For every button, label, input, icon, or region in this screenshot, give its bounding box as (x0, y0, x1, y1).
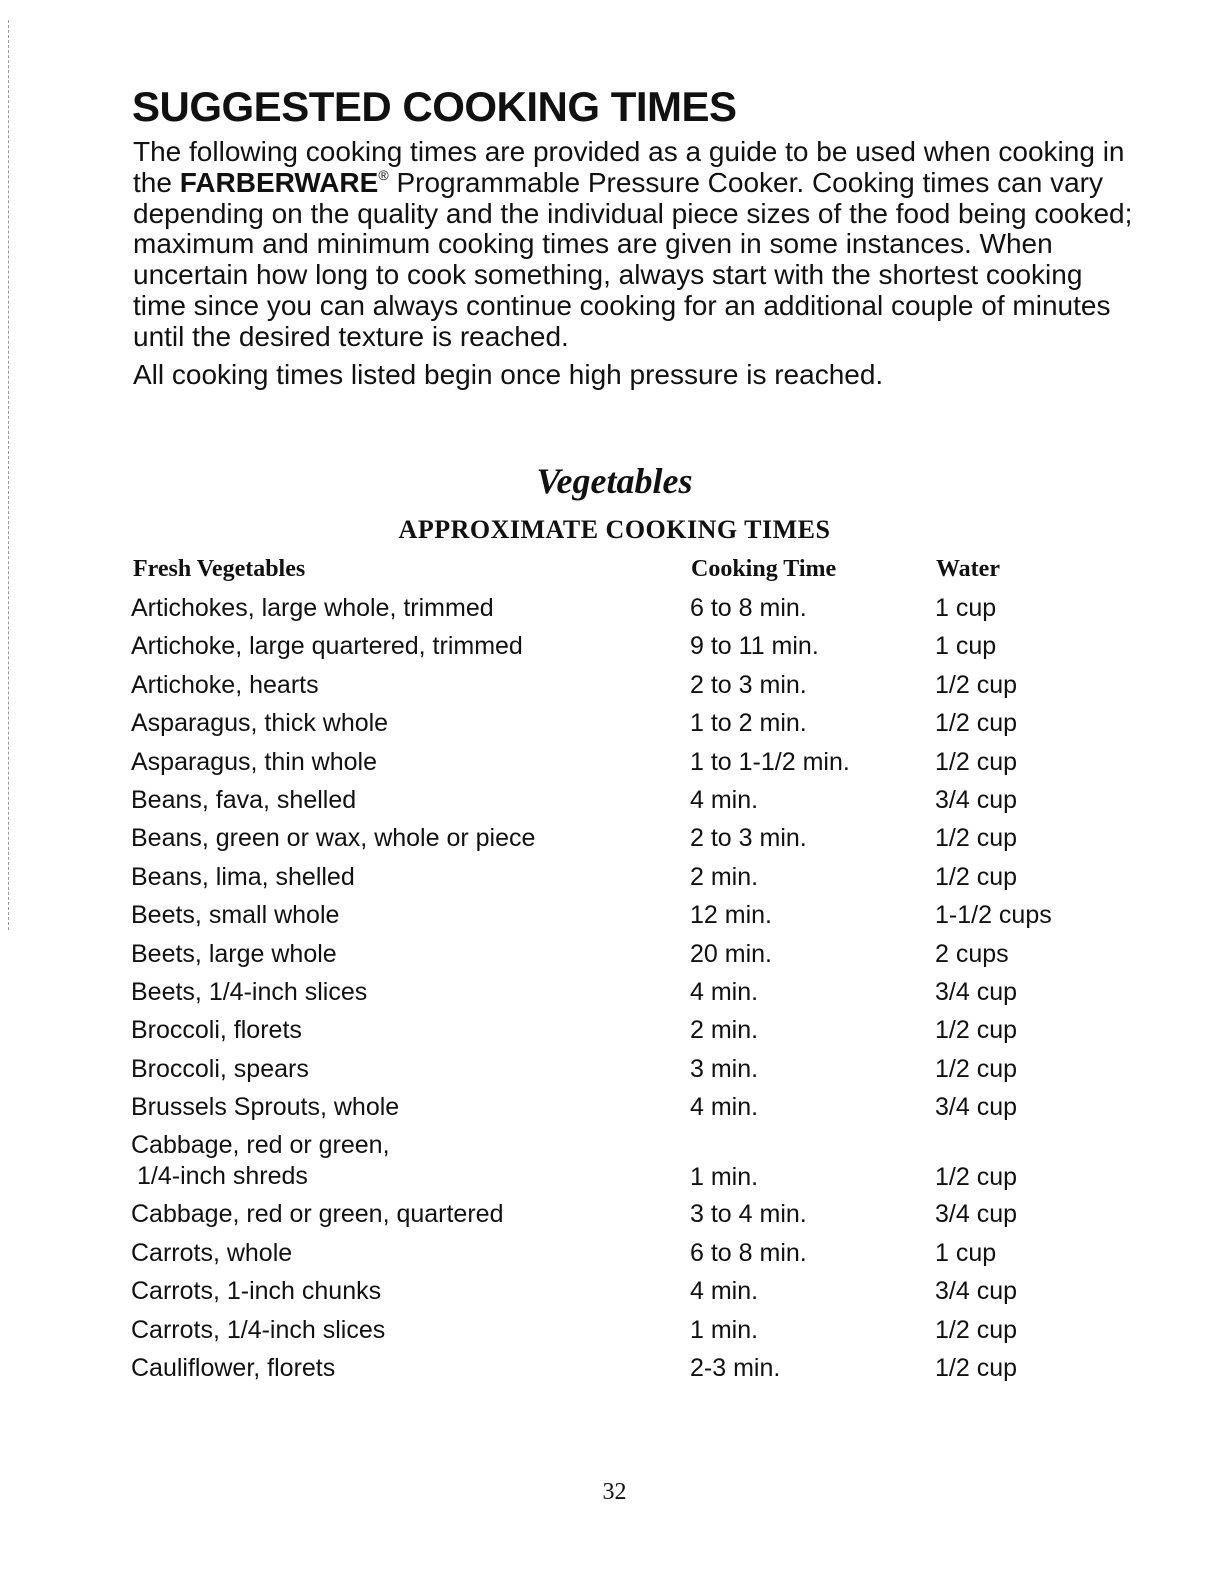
water-cell: 1/2 cup (935, 1016, 1018, 1045)
vegetable-cell: Beans, lima, shelled (131, 862, 355, 891)
vegetable-cell: Beets, large whole (131, 939, 337, 968)
vegetable-cell: Artichoke, large quartered, trimmed (131, 632, 523, 661)
table-row (0, 745, 1229, 783)
vegetable-name-line2: 1/4-inch shreds (137, 1162, 308, 1191)
cooking-time-cell: 20 min. (690, 939, 772, 968)
water-cell: 1 cup (935, 594, 997, 622)
cooking-times-table (0, 591, 1229, 1389)
cooking-time-cell: 2-3 min. (690, 1354, 781, 1383)
cooking-time-cell: 6 to 8 min. (690, 1238, 807, 1267)
vegetable-cell: Carrots, 1-inch chunks (131, 1277, 382, 1306)
table-row (0, 898, 1229, 936)
table-row (0, 1013, 1229, 1051)
vegetable-cell: Beets, small whole (131, 901, 340, 930)
cooking-time-cell: 2 min. (690, 1016, 759, 1045)
page-title: SUGGESTED COOKING TIMES (132, 83, 737, 130)
table-row (0, 1090, 1229, 1128)
table-row (0, 821, 1229, 859)
water-cell: 2 cups (935, 939, 1009, 968)
table-row (0, 937, 1229, 975)
table-row (0, 668, 1229, 706)
water-cell: 1-1/2 cups (935, 901, 1052, 930)
water-cell: 1/2 cup (935, 747, 1018, 776)
table-heading: APPROXIMATE COOKING TIMES (398, 515, 831, 544)
vegetable-cell: Asparagus, thick whole (131, 709, 389, 738)
water-cell: 3/4 cup (935, 1200, 1018, 1229)
cooking-time-cell: 1 to 1-1/2 min. (690, 747, 850, 776)
section-heading: Vegetables (536, 461, 693, 501)
vegetable-cell: Cauliflower, florets (131, 1354, 336, 1383)
water-cell: 1/2 cup (935, 824, 1018, 853)
table-row (0, 860, 1229, 898)
table-row (0, 1236, 1229, 1274)
water-cell: 1 cup (935, 1238, 997, 1267)
cooking-time-cell: 4 min. (690, 977, 759, 1006)
water-cell: 1/2 cup (935, 862, 1018, 891)
cooking-time-cell: 2 to 3 min. (690, 824, 807, 853)
water-cell: 1/2 cup (935, 1054, 1018, 1083)
water-cell: 3/4 cup (935, 1093, 1018, 1122)
table-row (0, 706, 1229, 744)
column-header-water: Water (936, 556, 1000, 582)
cooking-time-cell: 4 min. (690, 1093, 759, 1122)
water-cell: 1/2 cup (935, 1163, 1018, 1192)
intro-text-start: The following cooking times are provided as a guide to be used when cooking in the (133, 136, 1125, 198)
vegetable-cell: Carrots, 1/4-inch slices (131, 1315, 386, 1344)
pressure-note: All cooking times listed begin once high pressure is reached. (133, 358, 884, 390)
cooking-time-cell: 2 to 3 min. (690, 670, 807, 699)
intro-paragraph (133, 137, 1133, 390)
vegetable-cell: Broccoli, spears (131, 1054, 309, 1083)
table-row (0, 1128, 1229, 1197)
intro-text-end: Programmable Pressure Cooker. Cooking times can vary depending on the quality and the individual piece sizes of the food being cooked; maximum and minimum cooking times are given in some instances. When uncertain how long to cook something, always start with the shortest cooking time since you can always continue cooking for an additional couple of minutes until the desired texture is reached. (133, 166, 1133, 352)
cooking-time-cell: 1 min. (690, 1315, 759, 1344)
cooking-time-cell: 1 to 2 min. (690, 709, 807, 738)
table-row (0, 1313, 1229, 1351)
table-row (0, 783, 1229, 821)
table-row (0, 629, 1229, 667)
table-row (0, 1351, 1229, 1389)
registered-mark: ® (378, 166, 389, 183)
vegetable-cell: Brussels Sprouts, whole (131, 1093, 400, 1122)
table-row (0, 1274, 1229, 1312)
intro-text (133, 137, 1133, 353)
vegetable-cell: Asparagus, thin whole (131, 747, 377, 776)
water-cell: 1/2 cup (935, 1354, 1018, 1383)
column-header-time: Cooking Time (691, 556, 837, 582)
vegetable-cell: Beans, green or wax, whole or piece (131, 824, 536, 853)
vegetable-cell: Cabbage, red or green, quartered (131, 1200, 504, 1229)
table-row (0, 591, 1229, 629)
column-header-vegetable: Fresh Vegetables (133, 556, 306, 582)
cooking-time-cell: 2 min. (690, 862, 759, 891)
water-cell: 1/2 cup (935, 1315, 1018, 1344)
brand-name: FARBERWARE (179, 166, 379, 198)
table-row (0, 1197, 1229, 1235)
water-cell: 3/4 cup (935, 1277, 1018, 1306)
water-cell: 3/4 cup (935, 977, 1018, 1006)
vegetable-cell: Artichoke, hearts (131, 670, 319, 699)
vegetable-cell: Artichokes, large whole, trimmed (131, 594, 494, 622)
cooking-time-cell: 4 min. (690, 1277, 759, 1306)
cooking-time-cell: 3 to 4 min. (690, 1200, 807, 1229)
vegetable-cell: Beans, fava, shelled (131, 785, 357, 814)
water-cell: 1/2 cup (935, 709, 1018, 738)
cooking-time-cell: 3 min. (690, 1054, 759, 1083)
cooking-time-cell: 12 min. (690, 901, 772, 930)
vegetable-name-line1: Cabbage, red or green, (131, 1131, 390, 1160)
table-row (0, 1052, 1229, 1090)
vegetable-cell: Beets, 1/4-inch slices (131, 977, 368, 1006)
cooking-time-cell: 9 to 11 min. (690, 632, 819, 661)
vegetable-cell (131, 1128, 390, 1193)
vegetable-cell: Carrots, whole (131, 1238, 293, 1267)
cooking-time-cell: 1 min. (690, 1163, 759, 1192)
cooking-time-cell: 4 min. (690, 785, 759, 814)
table-row (0, 975, 1229, 1013)
water-cell: 3/4 cup (935, 785, 1018, 814)
vegetable-cell: Broccoli, florets (131, 1016, 302, 1045)
water-cell: 1/2 cup (935, 670, 1018, 699)
water-cell: 1 cup (935, 632, 997, 661)
page-number: 32 (602, 1479, 627, 1505)
cooking-time-cell: 6 to 8 min. (690, 594, 807, 622)
